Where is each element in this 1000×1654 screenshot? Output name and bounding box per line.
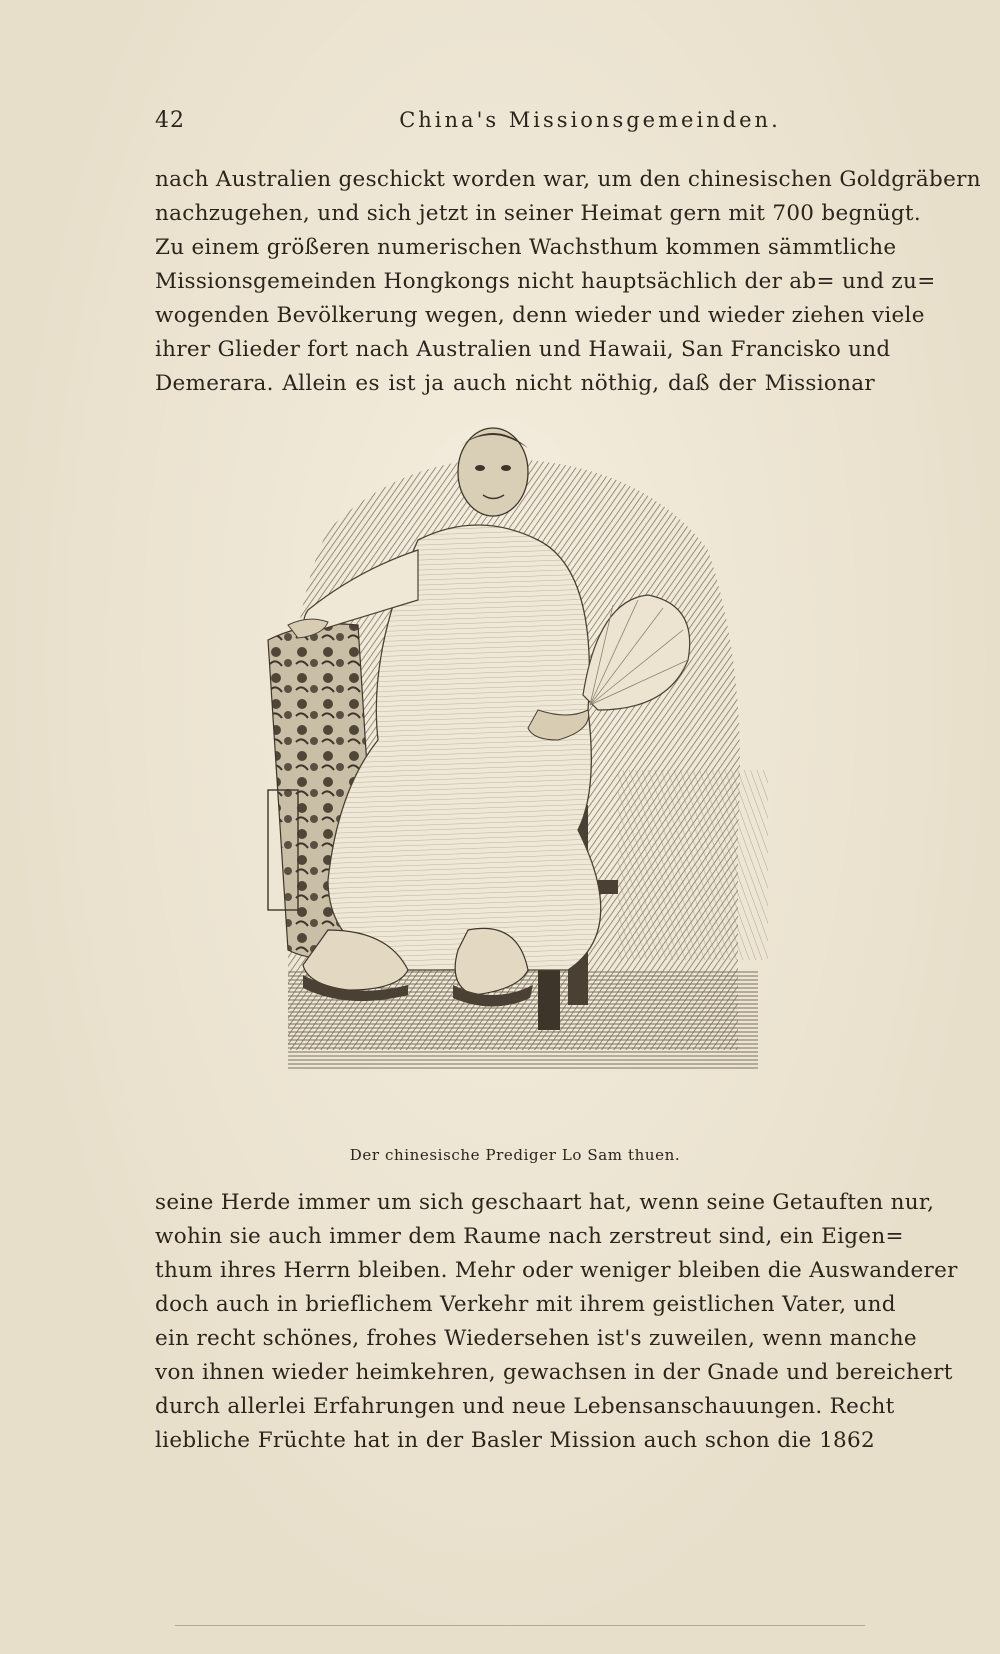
figure-caption: Der chinesische Prediger Lo Sam thuen.: [349, 1146, 681, 1164]
text-line: von ihnen wieder heimkehren, gewachsen in der Gnade und bereichert: [155, 1360, 953, 1385]
page-number: 42: [155, 108, 185, 133]
text-line: Missionsgemeinden Hongkongs nicht hauptsächlich der ab= und zu=: [155, 269, 936, 294]
text-line: durch allerlei Erfahrungen und neue Lebensanschauungen. Recht: [155, 1394, 895, 1419]
text-line: seine Herde immer um sich geschaart hat, wenn seine Getauften nur,: [155, 1190, 935, 1215]
running-title: China's Missionsgemeinden.: [399, 108, 781, 132]
text-line: thum ihres Herrn bleiben. Mehr oder weniger bleiben die Auswanderer: [155, 1258, 958, 1283]
bottom-rule: [175, 1625, 865, 1626]
engraving-illustration: [268, 410, 778, 1110]
page-header: [155, 108, 877, 144]
text-line: wogenden Bevölkerung wegen, denn wieder und wieder ziehen viele: [155, 303, 925, 328]
text-line: nachzugehen, und sich jetzt in seiner Heimat gern mit 700 begnügt.: [155, 201, 921, 226]
text-line: nach Australien geschickt worden war, um den chinesischen Goldgräbern: [155, 167, 981, 192]
body-text-bottom: [155, 1186, 958, 1458]
text-line: wohin sie auch immer dem Raume nach zerstreut sind, ein Eigen=: [155, 1224, 904, 1249]
text-line: Demerara. Allein es ist ja auch nicht nöthig, daß der Missionar: [155, 371, 875, 396]
text-line: Zu einem größeren numerischen Wachsthum kommen sämmtliche: [155, 235, 897, 260]
text-line: ihrer Glieder fort nach Australien und Hawaii, San Francisko und: [155, 337, 891, 362]
text-line: ein recht schönes, frohes Wiedersehen ist's zuweilen, wenn manche: [155, 1326, 917, 1351]
text-line: doch auch in brieflichem Verkehr mit ihrem geistlichen Vater, und: [155, 1292, 896, 1317]
text-line: liebliche Früchte hat in der Basler Mission auch schon die 1862: [155, 1428, 875, 1453]
body-text-top: [155, 163, 981, 401]
